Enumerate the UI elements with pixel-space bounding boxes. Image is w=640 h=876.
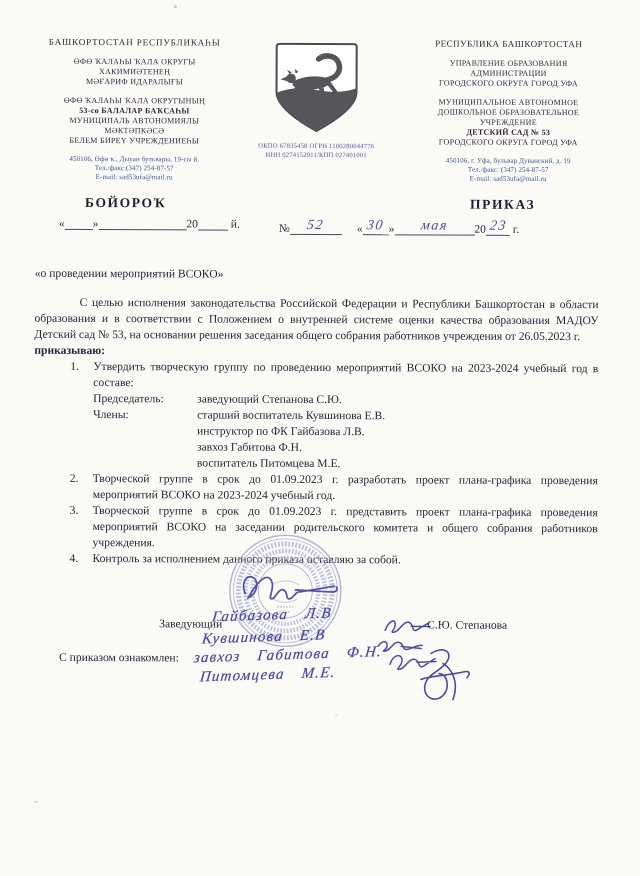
quote-close: » [388, 223, 395, 236]
letterhead-line: ГОРОДСКОГО ОКРУГА ГОРОД УФА [439, 78, 579, 89]
day-slot [363, 218, 389, 235]
working-group-roster [93, 391, 598, 473]
item-number: 2. [69, 471, 79, 485]
inn-kpp-line: ИНН 0274152911/КПП 027401001 [265, 151, 367, 159]
roster-value: старший воспитатель Кувшинова Е.В. [197, 408, 386, 423]
quote-open: « [356, 223, 363, 236]
quote-close: » [92, 218, 99, 231]
letterhead-bashkir-block [25, 37, 244, 183]
blank-month-line [98, 217, 186, 230]
blank-year-line [198, 217, 228, 230]
republic-name-russian: РЕСПУБЛИКА БАШКОРТОСТАН [435, 38, 583, 50]
okpo-ogrn-line: ОКПО 67835458 ОГРН 1100280044776 [258, 142, 375, 151]
letterhead-line: МӘҒАРИФ ИДАРАЛЫҒЫ [85, 76, 184, 87]
roster-label [93, 439, 197, 455]
republic-name-bashkir: БАШКОРТОСТАН РЕСПУБЛИКАҺЫ [48, 36, 221, 48]
blank-day-line [65, 217, 93, 230]
year-prefix: 20 [474, 223, 486, 236]
ufa-coat-of-arms-icon [274, 42, 358, 134]
order-number-date-row [1, 215, 640, 242]
handwritten-year: 23 [488, 218, 508, 234]
address-line: 450106, Өфө ҡ., Дыуан бульвары, 19-сы й. [69, 154, 200, 164]
blank-date-bashkir [59, 217, 240, 231]
handwritten-name-3: завхоз Габитова Ф.Н. [193, 643, 383, 667]
number-sign: № [278, 222, 290, 235]
scan-speck [174, 5, 177, 8]
letterhead-line: ӨФӨ ҠАЛАҺЫ ҠАЛА ОКРУГЫ [73, 56, 196, 67]
signer-role: Заведующий [159, 617, 223, 631]
letterhead-line: ГОРОДСКОГО ОКРУГА ГОРОД УФА [438, 137, 578, 148]
handwritten-name-1: Гайбазова Л.В [211, 605, 333, 626]
roster-label: Члены: [93, 408, 129, 422]
year-unit-russian: г. [512, 223, 520, 236]
order-subject: «о проведении мероприятий ВСОКО» [34, 266, 224, 281]
signer-name: С.Ю. Степанова [427, 618, 508, 632]
order-title-russian: ПРИКАЗ [469, 196, 536, 212]
kindergarten-name-bashkir: 53-сө БАЛАЛАР БАҠСАҺЫ [79, 105, 190, 116]
decree-word: приказываю: [34, 343, 106, 358]
letterhead-line: МУНИЦИПАЛЬНОЕ АВТОНОМНОЕ [438, 97, 579, 108]
organization-russian [389, 97, 627, 148]
scan-speck [34, 801, 38, 803]
item-text: Контроль за исполнением данного приказа оставляю за собой. [92, 552, 401, 567]
item-text: Творческой группе в срок до 01.09.2023 г. представить проект плана-графика проведения мероприятий ВСОКО на заседании родительского комитета и общего собрания работников учреждения. [92, 504, 598, 550]
letterhead-line: БЕЛЕМ БИРЕҮ УЧРЕЖДЕНИЕҺЫ [69, 135, 200, 146]
preamble-paragraph: С целью исполнения законодательства Российской Федерации и Республики Башкортостан в области образования и в соответствии с Положением о внутренней системе оценки качества образования МАДОУ Детский сад № 53, на основании решения заседания общего собрания работников учреждения от 26.05.2023 г. [34, 295, 599, 344]
letterhead-line: УЧРЕЖДЕНИЕ [479, 117, 537, 127]
letterhead [1, 37, 640, 185]
phone-line: Тел./факс: (347) 254-87-57 [467, 165, 549, 174]
letterhead-line: МӘКТӘПКӘСӘ [104, 126, 165, 136]
order-number-slot [290, 218, 342, 235]
authority-russian [390, 58, 628, 89]
email-line: E-mail: sad53ufa@mail.ru [469, 174, 547, 183]
year-unit-bashkir: й. [230, 218, 240, 231]
month-slot [394, 218, 474, 235]
address-russian [389, 156, 627, 184]
roster-value: завхоз Габитова Ф.Н. [196, 440, 302, 454]
authority-bashkir [26, 57, 244, 88]
letterhead-line: ДОШКОЛЬНОЕ ОБРАЗОВАТЕЛЬНОЕ [437, 107, 580, 118]
year-prefix: 20 [186, 218, 198, 231]
phone-line: Тел./факс:(347) 254-87-57 [94, 164, 174, 173]
registration-numbers [258, 143, 374, 161]
director-signature [237, 562, 349, 606]
handwritten-order-number: 52 [306, 217, 326, 234]
order-date [357, 218, 519, 236]
handwritten-day: 30 [366, 218, 386, 234]
order-item-2 [34, 471, 598, 505]
kindergarten-name-russian: ДЕТСКИЙ САД № 53 [466, 127, 551, 138]
year-slot [486, 219, 510, 236]
letterhead-russian-block [389, 38, 628, 184]
order-item-1 [34, 359, 598, 473]
letterhead-line: ХАКИМИӘТЕНЕҢ [98, 67, 171, 77]
item-number: 4. [69, 551, 79, 565]
handwritten-name-2: Кувшинова Е.В [201, 627, 327, 648]
roster-value: воспитатель Питомцева М.Е. [196, 456, 341, 471]
letterhead-line: АДМИНИСТРАЦИИ [470, 68, 547, 78]
item-text: Утвердить творческую группу по проведению мероприятий ВСОКО на 2023-2024 учебный год в составе: [93, 360, 599, 390]
roster-value: заведующий Степанова С.Ю. [197, 392, 342, 407]
signature-flourish [409, 645, 475, 707]
organization-bashkir [25, 96, 243, 147]
address-bashkir [25, 155, 243, 183]
handwritten-month: мая [419, 218, 449, 234]
letterhead-line: УПРАВЛЕНИЕ ОБРАЗОВАНИЯ [449, 58, 568, 69]
roster-label: Председатель: [93, 392, 164, 406]
order-title-bashkir: БОЙОРОҠ [84, 194, 167, 211]
email-line: E-mail: sad53ufa@mail.ru [95, 173, 173, 182]
address-line: 450106, г. Уфа, бульвар Дуванский, д. 19 [445, 156, 571, 166]
letterhead-line: МУНИЦИПАЛЬ АВТОНОМИЯЛЫ [69, 115, 200, 126]
handwritten-name-4: Питомцева М.Е. [199, 664, 337, 686]
scan-speck [335, 714, 338, 716]
item-text: Творческой группе в срок до 01.09.2023 г. разработать проект плана-графика проведения мероприятий ВСОКО на 2023-2024 учебный год. [92, 472, 598, 503]
acknowledgment-label: С приказом ознакомлен: [59, 650, 179, 665]
letterhead-center-block [243, 38, 390, 184]
roster-label [93, 455, 197, 471]
roster-value: инструктор по ФК Гайбазова Л.В. [197, 424, 365, 439]
document-title-row [1, 195, 640, 215]
order-number [279, 218, 342, 235]
letterhead-line: ӨФӨ ҠАЛАҺЫ ҠАЛА ОКРУГЫНЫҢ [63, 95, 206, 106]
item-number: 3. [69, 503, 79, 517]
quote-open: « [58, 217, 65, 230]
item-number: 1. [70, 359, 80, 373]
roster-label [93, 423, 197, 439]
